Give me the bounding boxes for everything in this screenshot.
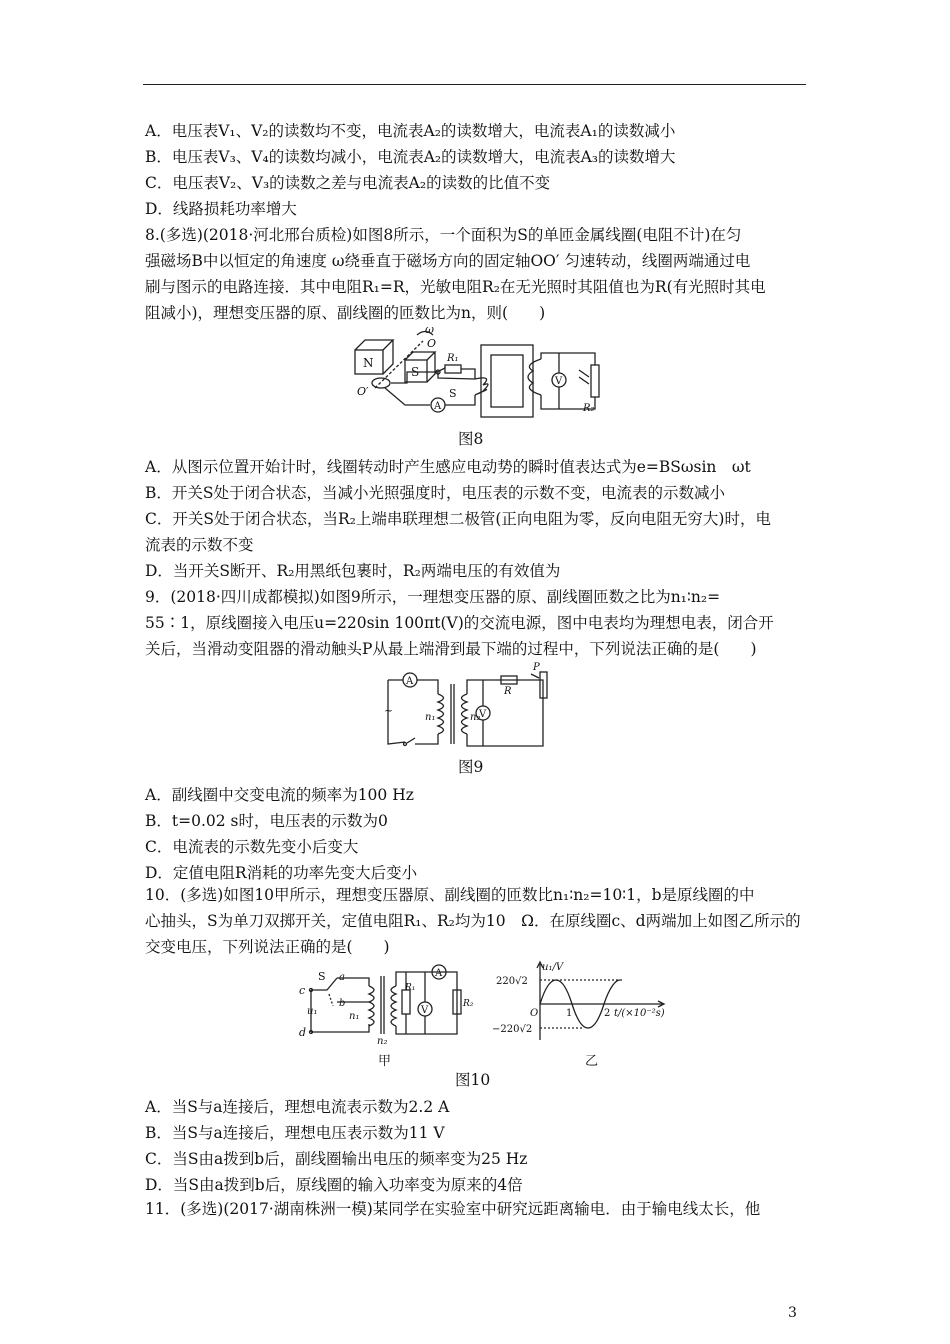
q10-stem-line-3: 交变电压，下列说法正确的是( ) [145, 938, 390, 956]
q10-option-b: B．当S与a连接后，理想电压表示数为11 V [145, 1124, 445, 1142]
figure-10-jia-circuit [297, 964, 477, 1047]
axis-origin: O [530, 1008, 539, 1019]
q8-stem-line-4: 阻减小)，理想变压器的原、副线圈的匝数比为n，则( ) [145, 304, 546, 322]
q9-stem-line-3: 关后，当滑动变阻器的滑动触头P从最上端滑到最下端的过程中，下列说法正确的是( ) [145, 640, 757, 658]
q9-stem-line-1: 9．(2018·四川成都模拟)如图9所示，一理想变压器的原、副线圈匝数之比为n₁∶n₂= [145, 588, 721, 606]
label-c: c [299, 984, 306, 997]
figure-10-caption: 图10 [455, 1071, 491, 1089]
resistor-r1 [445, 365, 461, 373]
q8-option-c-cont: 流表的示数不变 [145, 536, 254, 554]
label-n2: n₂ [470, 712, 481, 723]
resistor-r1 [402, 990, 410, 1014]
label-switch: S [318, 970, 326, 983]
q9-option-a: A．副线圈中交变电流的频率为100 Hz [145, 786, 414, 804]
label-b: b [339, 998, 346, 1009]
label-ammeter: A [406, 676, 414, 687]
q9-stem-line-2: 55∶1，原线圈接入电压u=220sin 100πt(V)的交流电源，图中电表均为理想电表，闭合开 [145, 614, 774, 632]
axis-ymax: 220√2 [496, 976, 528, 987]
figure-10-yi-graph [492, 960, 682, 1042]
label-u1: u₁ [307, 1006, 318, 1017]
q10-option-a: A．当S与a连接后，理想电流表示数为2.2 A [145, 1098, 450, 1116]
q7-option-d: D．线路损耗功率增大 [145, 200, 297, 218]
axis-xlabel: t/(×10⁻²s) [614, 1008, 665, 1019]
q10-option-d: D．当S由a拨到b后，原线圈的输入功率变为原来的4倍 [145, 1176, 523, 1194]
q11-stem-line-1: 11．(多选)(2017·湖南株洲一模)某同学在实验室中研究远距离输电．由于输电线太长，他 [145, 1200, 761, 1218]
q8-stem-line-3: 刷与图示的电路连接．其中电阻R₁=R，光敏电阻R₂在无光照时其阻值也为R(有光照时其电 [145, 278, 766, 296]
photoresistor-r2 [591, 365, 599, 397]
label-r2: R₂ [583, 403, 595, 414]
figure-8-caption: 图8 [458, 430, 484, 448]
label-o: O [427, 337, 437, 350]
label-n1: n₁ [349, 1011, 360, 1022]
tick-2: 2 [604, 1008, 611, 1019]
label-r1: R₁ [405, 983, 416, 993]
label-n: N [363, 356, 374, 370]
label-ammeter: A [434, 401, 442, 412]
axis-ylabel: u₁/V [542, 962, 564, 973]
label-voltmeter: V [421, 1005, 429, 1016]
figure-10-jia-label: 甲 [378, 1054, 392, 1069]
label-voltmeter: V [479, 709, 487, 720]
page-number: 3 [788, 1305, 797, 1321]
q8-option-a: A．从图示位置开始计时，线圈转动时产生感应电动势的瞬时值表达式为e=BSωsin ωt [145, 458, 751, 476]
q7-option-a: A．电压表V₁、V₂的读数均不变，电流表A₂的读数增大，电流表A₁的读数减小 [145, 122, 676, 140]
figure-8-circuit [345, 325, 605, 423]
figure-10-yi-label: 乙 [585, 1054, 599, 1069]
label-r1: R₁ [447, 353, 459, 364]
figure-9-circuit [383, 664, 563, 750]
label-n1: n₁ [425, 712, 436, 723]
axis-ymin: −220√2 [492, 1024, 533, 1035]
label-ammeter: A [435, 968, 443, 979]
header-rule [143, 84, 806, 85]
q8-stem-line-1: 8.(多选)(2018·河北邢台质检)如图8所示，一个面积为S的单匝金属线圈(电阻不计)在匀 [145, 226, 742, 244]
label-r: R [504, 686, 512, 697]
tick-1: 1 [566, 1008, 573, 1019]
q8-option-b: B．开关S处于闭合状态，当减小光照强度时，电压表的示数不变，电流表的示数减小 [145, 484, 726, 502]
label-r2: R₂ [463, 999, 474, 1009]
label-a: a [339, 972, 345, 983]
q10-option-c: C．当S由a拨到b后，副线圈输出电压的频率变为25 Hz [145, 1150, 528, 1168]
figure-9-caption: 图9 [458, 758, 484, 776]
label-voltmeter: V [555, 376, 563, 387]
q10-stem-line-2: 心抽头，S为单刀双掷开关，定值电阻R₁、R₂均为10 Ω．在原线圈c、d两端加上如图乙所示的 [145, 912, 801, 930]
label-n2: n₂ [377, 1036, 388, 1047]
q9-option-c: C．电流表的示数先变小后变大 [145, 838, 359, 856]
label-omega: ω [425, 323, 434, 336]
q8-stem-line-2: 强磁场B中以恒定的角速度 ω绕垂直于磁场方向的固定轴OO′ 匀速转动，线圈两端通过电 [145, 252, 751, 270]
q8-option-d: D．当开关S断开、R₂用黑纸包裹时，R₂两端电压的有效值为 [145, 562, 561, 580]
q7-option-b: B．电压表V₃、V₄的读数均减小，电流表A₂的读数增大，电流表A₃的读数增大 [145, 148, 676, 166]
transformer-core [481, 345, 533, 417]
label-switch: S [449, 387, 457, 400]
q8-option-c: C．开关S处于闭合状态，当R₂上端串联理想二极管(正向电阻为零，反向电阻无穷大)时，电 [145, 510, 771, 528]
q9-option-d: D．定值电阻R消耗的功率先变大后变小 [145, 864, 418, 882]
label-source: ~ [384, 704, 394, 717]
label-s: S [411, 365, 420, 379]
label-p: P [533, 662, 540, 673]
label-o-prime: O′ [357, 385, 369, 398]
q7-option-c: C．电压表V₂、V₃的读数之差与电流表A₂的读数的比值不变 [145, 174, 551, 192]
label-d: d [299, 1026, 307, 1039]
q9-option-b: B．t=0.02 s时，电压表的示数为0 [145, 812, 388, 830]
q10-stem-line-1: 10．(多选)如图10甲所示，理想变压器原、副线圈的匝数比n₁∶n₂=10∶1，b是原线圈的中 [145, 886, 755, 904]
